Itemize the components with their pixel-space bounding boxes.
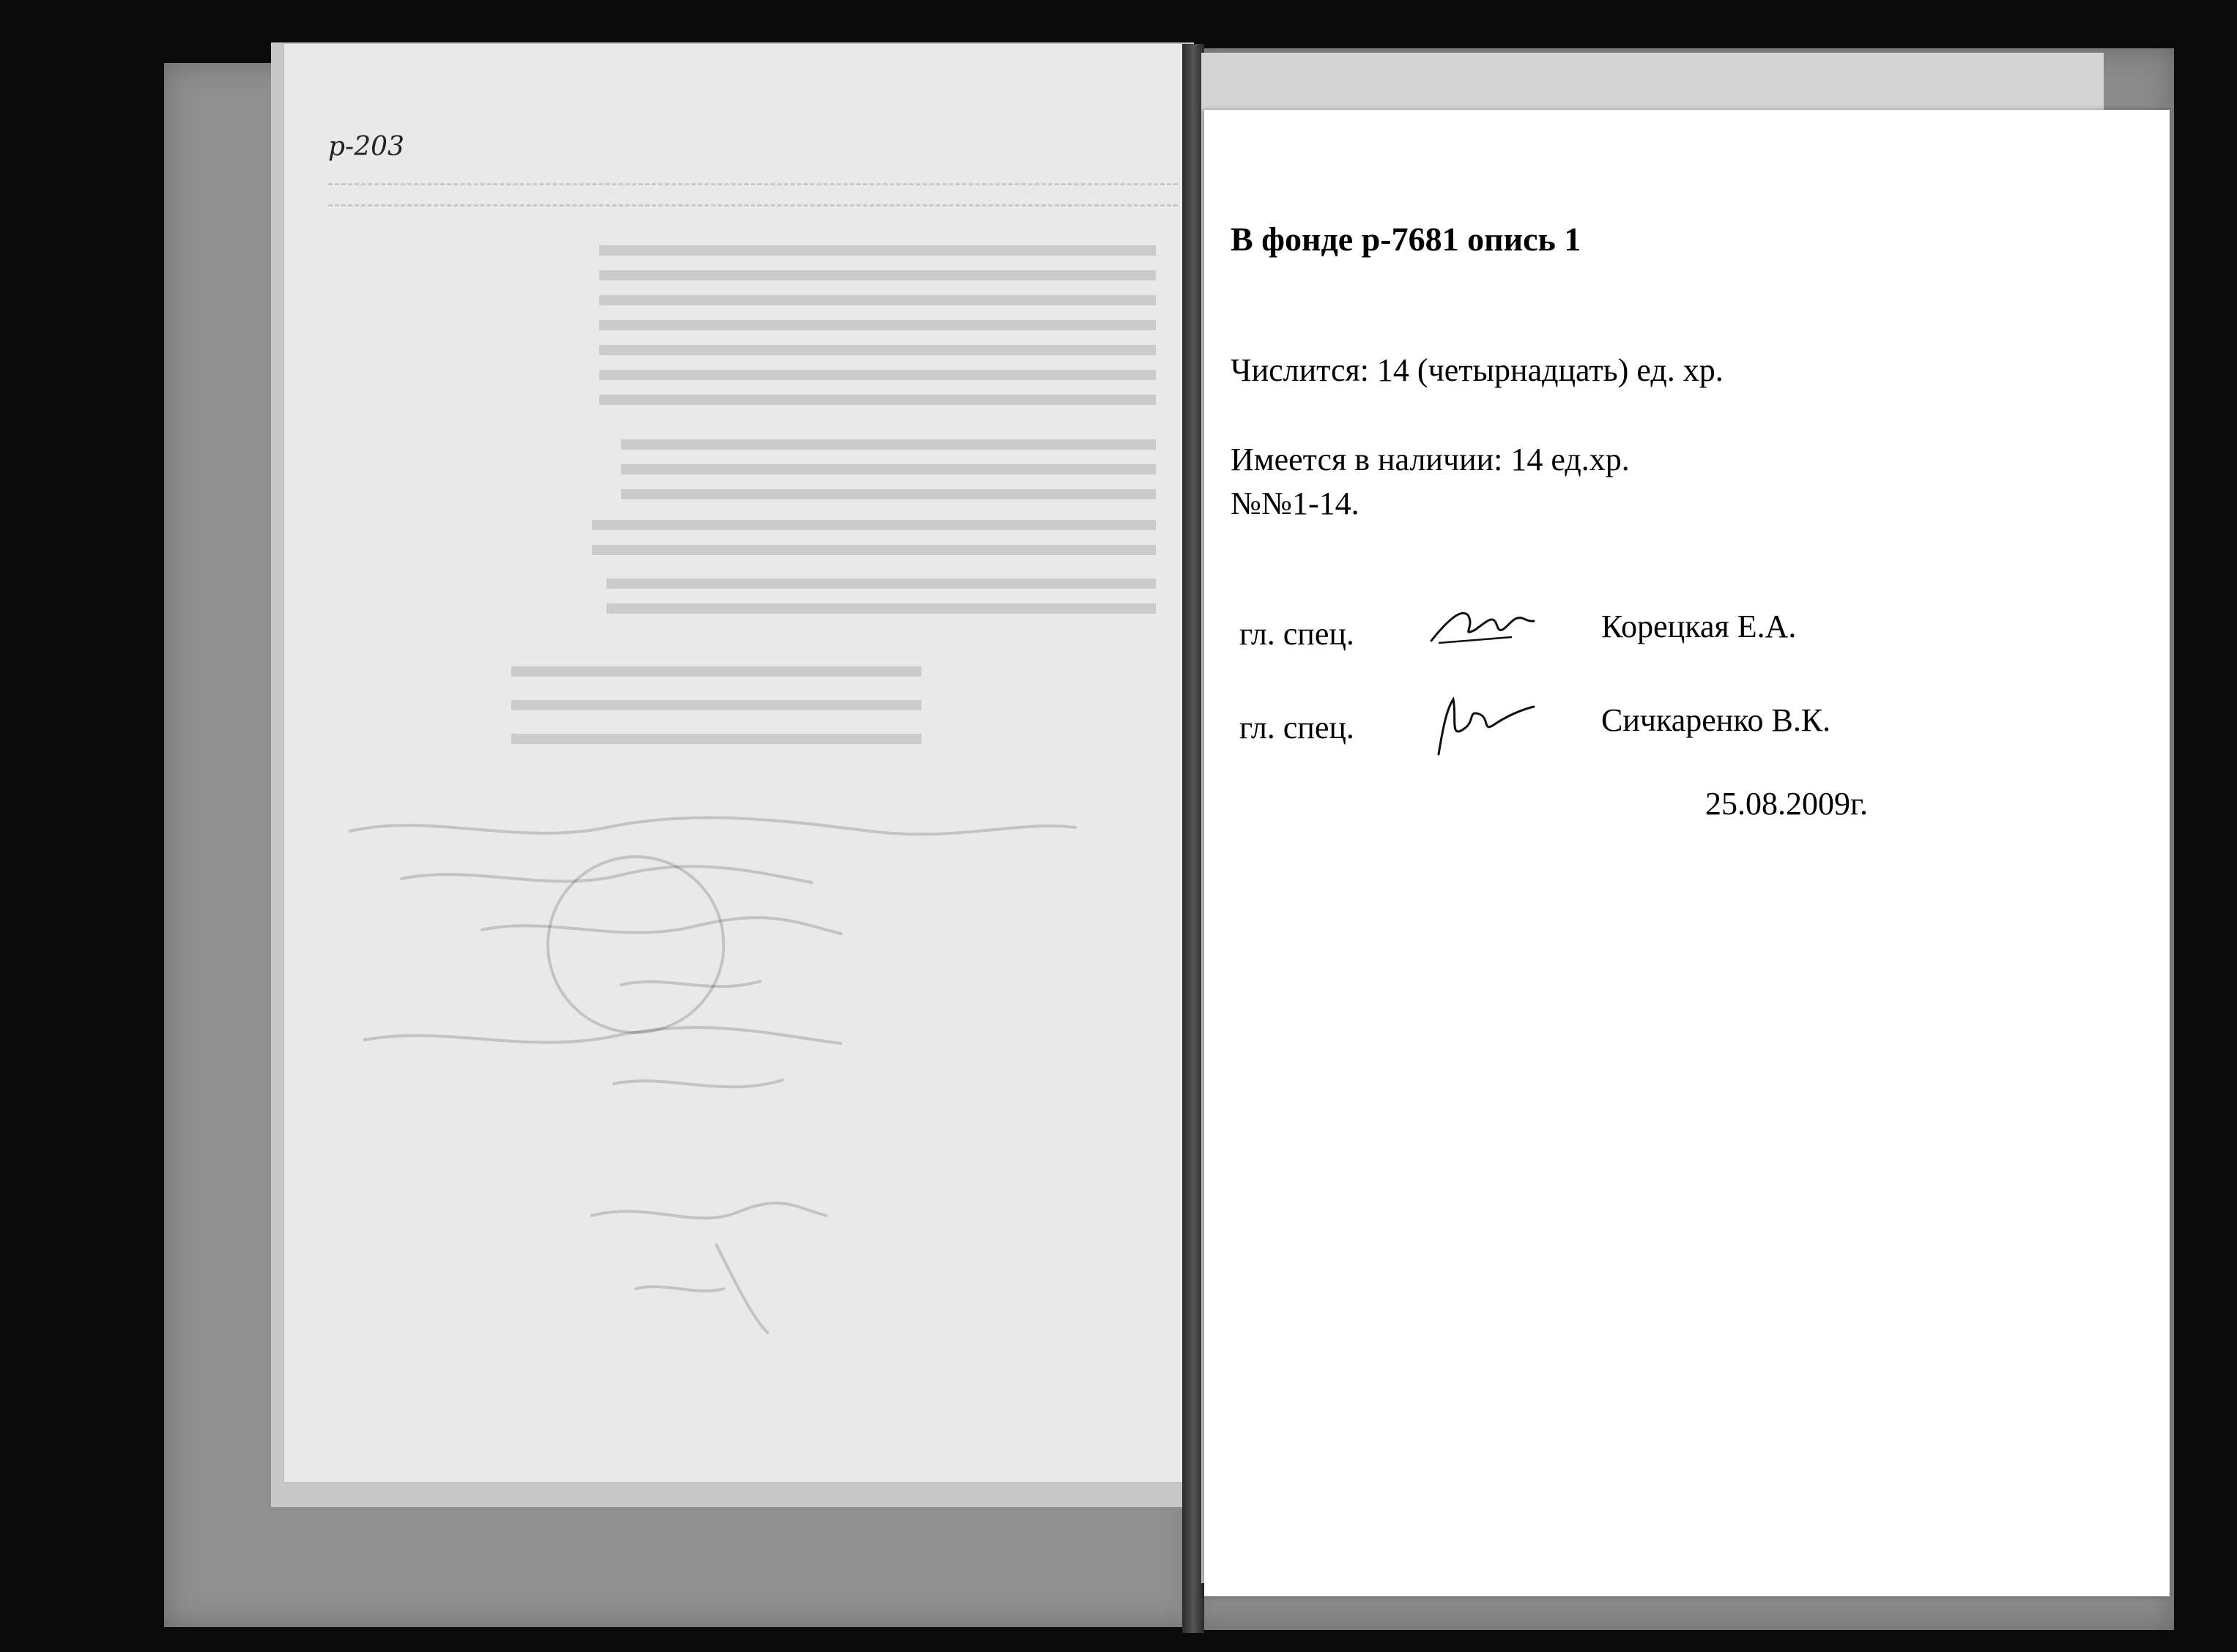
left-typed-page: [284, 44, 1191, 1482]
signatory-name-2: Сичкаренко В.К.: [1601, 702, 1831, 738]
listed-count: Числится: 14 (четырнадцать) ед. хр.: [1231, 352, 1724, 388]
signature-2: [1424, 688, 1541, 762]
bleed-through-handwriting: [284, 44, 1191, 1482]
item-numbers: №№1-14.: [1231, 485, 1359, 521]
available-count: Имеется в наличии: 14 ед.хр.: [1231, 442, 1630, 477]
fund-title: В фонде р-7681 опись 1: [1231, 220, 1581, 258]
signatory-role-1: гл. спец.: [1239, 616, 1354, 652]
archive-label-sheet: [1204, 110, 2170, 1596]
signature-1: [1424, 600, 1541, 652]
label-date: 25.08.2009г.: [1705, 786, 1869, 822]
page-annotation: р-203: [328, 132, 404, 162]
signatory-name-1: Корецкая Е.А.: [1601, 609, 1797, 644]
signatory-role-2: гл. спец.: [1239, 710, 1354, 745]
